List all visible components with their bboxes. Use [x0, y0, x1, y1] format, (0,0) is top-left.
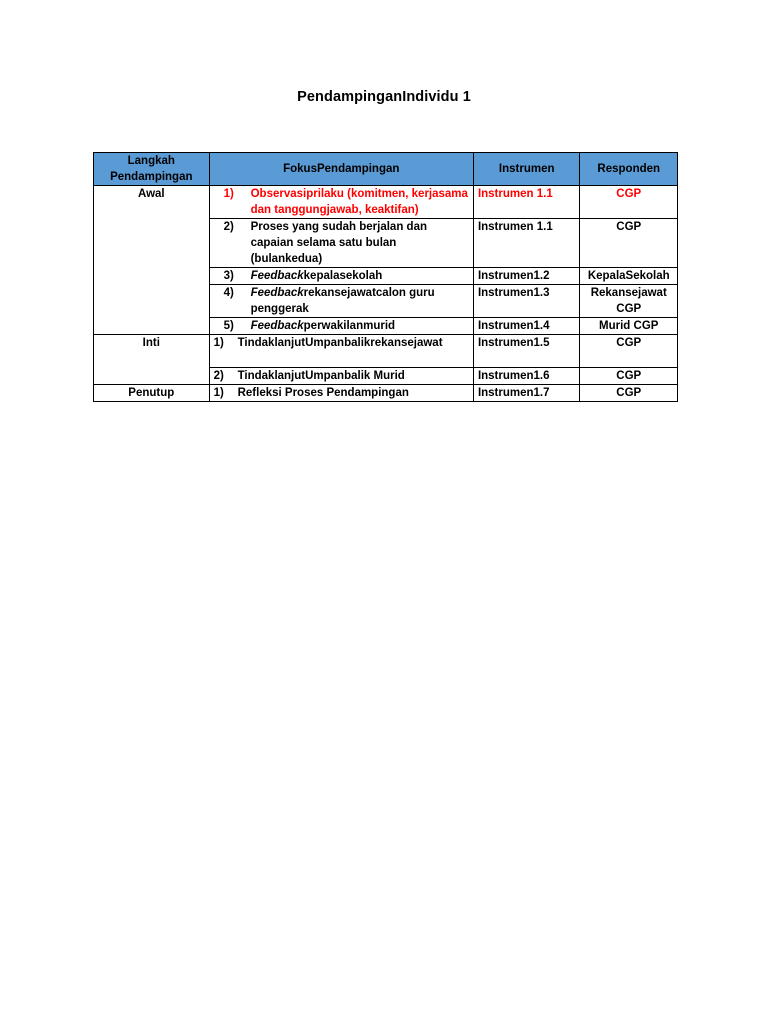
respondent-cell: CGP [580, 335, 678, 368]
item-number: 1) [213, 337, 224, 349]
page-title: PendampinganIndividu 1 [297, 89, 471, 105]
instrument-cell: Instrumen1.5 [473, 335, 580, 368]
focus-cell [209, 335, 473, 368]
focus-cell [209, 268, 473, 285]
focus-cell [209, 285, 473, 318]
item-number: 2) [213, 370, 224, 382]
header-step: Langkah Pendampingan [94, 153, 210, 186]
item-number: 3) [223, 270, 234, 282]
focus-cell [209, 385, 473, 402]
respondent-cell: CGP [580, 368, 678, 385]
item-number: 1) [223, 188, 234, 200]
focus-text: TindaklanjutUmpanbalik Murid [237, 370, 405, 382]
focus-text: TindaklanjutUmpanbalikrekansejawat [237, 337, 443, 349]
step-cell-awal: Awal [94, 186, 210, 335]
focus-text: Proses yang sudah berjalan dan capaian selama satu bulan (bulankedua) [250, 221, 427, 265]
focus-italic-text: Feedback [250, 270, 304, 282]
item-number: 4) [223, 287, 234, 299]
focus-cell [209, 186, 473, 219]
table-header-row [94, 153, 678, 186]
focus-text [251, 318, 469, 334]
focus-cell [209, 219, 473, 268]
item-number: 2) [223, 221, 234, 233]
respondent-cell: Murid CGP [580, 318, 678, 335]
instrument-cell: Instrumen 1.1 [473, 186, 580, 219]
instrument-cell: Instrumen 1.1 [473, 219, 580, 268]
focus-italic-text: Feedback [250, 320, 304, 332]
focus-text [251, 285, 469, 317]
focus-text [251, 268, 469, 284]
respondent-cell: Rekansejawat CGP [580, 285, 678, 318]
focus-cell [209, 368, 473, 385]
respondent-cell: CGP [580, 219, 678, 268]
table-row [94, 186, 678, 219]
step-cell-inti: Inti [94, 335, 210, 385]
table-row [94, 385, 678, 402]
focus-text: Refleksi Proses Pendampingan [237, 387, 409, 399]
header-respondent: Responden [580, 153, 678, 186]
focus-text-rest: rekansejawatcalon guru penggerak [250, 287, 435, 315]
instrument-cell: Instrumen1.7 [473, 385, 580, 402]
respondent-cell: CGP [580, 186, 678, 219]
instrument-cell: Instrumen1.2 [473, 268, 580, 285]
step-cell-penutup: Penutup [94, 385, 210, 402]
respondent-cell: KepalaSekolah [580, 268, 678, 285]
focus-text: Observasiprilaku (komitmen, kerjasama dan tanggungjawab, keaktifan) [250, 188, 468, 216]
item-number: 5) [223, 320, 234, 332]
instrument-cell: Instrumen1.3 [473, 285, 580, 318]
focus-cell [209, 318, 473, 335]
item-number: 1) [213, 387, 224, 399]
header-instrument: Instrumen [473, 153, 580, 186]
header-focus: FokusPendampingan [209, 153, 473, 186]
instrument-cell: Instrumen1.4 [473, 318, 580, 335]
focus-text-rest: kepalasekolah [303, 270, 383, 282]
mentoring-plan-table [93, 152, 678, 402]
table-row [94, 335, 678, 368]
focus-italic-text: Feedback [250, 287, 304, 299]
focus-text-rest: perwakilanmurid [303, 320, 396, 332]
instrument-cell: Instrumen1.6 [473, 368, 580, 385]
respondent-cell: CGP [580, 385, 678, 402]
